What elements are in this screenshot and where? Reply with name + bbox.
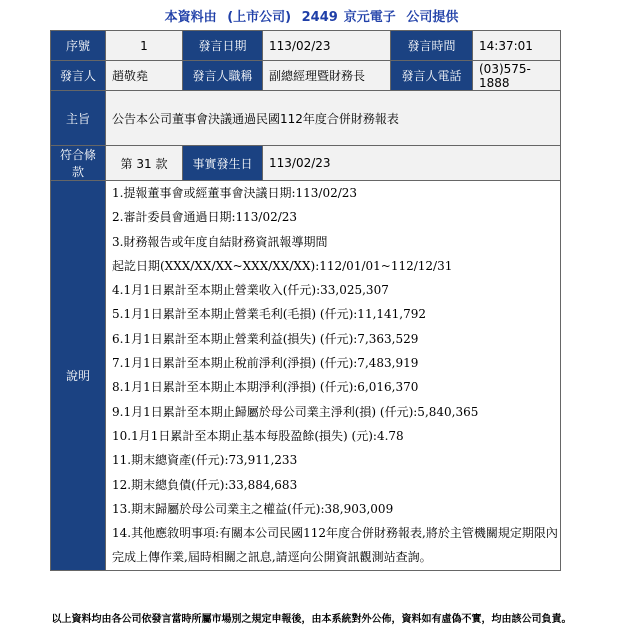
fact-date-label: 事實發生日 [183,146,263,181]
seq-label: 序號 [51,31,106,61]
time-value: 14:37:01 [473,31,561,61]
description-line: 1.提報董事會或經董事會決議日期:113/02/23 [112,186,358,200]
seq-value: 1 [106,31,183,61]
disclaimer-footer: 以上資料均由各公司依發言當時所屬市場別之規定申報後，由本系統對外公佈，資料如有虛偽不實，均由該公司負責。 [51,614,572,625]
speaker-phone-label: 發言人電話 [391,61,473,91]
description-line: 3.財務報告或年度自結財務資訊報導期間 [112,234,328,249]
speaker-title-value: 副總經理暨財務長 [263,61,391,91]
description-line: 11.期末總資產(仟元):73,911,233 [112,453,298,468]
header-company-name: 京元電子 [343,10,396,25]
table-row [51,31,561,61]
description-line: 5.1月1日累計至本期止營業毛利(毛損) (仟元):11,141,792 [112,307,427,322]
description-line: 7.1月1日累計至本期止稅前淨利(淨損) (仟元):7,483,919 [112,356,419,371]
table-row [51,181,561,571]
time-label: 發言時間 [391,31,473,61]
description-line: 6.1月1日累計至本期止營業利益(損失) (仟元):7,363,529 [112,331,419,346]
subject-label: 主旨 [51,91,106,146]
table-row [51,91,561,146]
date-label: 發言日期 [183,31,263,61]
description-line: 完成上傳作業,屆時相關之訊息,請逕向公開資訊觀測站查詢。 [112,550,432,565]
description-line: 4.1月1日累計至本期止營業收入(仟元):33,025,307 [112,283,389,298]
header-company-code: 2449 [301,10,338,25]
description-line: 8.1月1日累計至本期止本期淨利(淨損) (仟元):6,016,370 [112,380,419,395]
header-company-type: (上市公司) [227,10,292,25]
table-row [51,146,561,181]
subject-value: 公告本公司董事會決議通過民國112年度合併財務報表 [106,91,561,146]
speaker-value: 趙敬堯 [106,61,183,91]
speaker-label: 發言人 [51,61,106,91]
table-row [51,61,561,91]
description-line: 14.其他應敘明事項:有關本公司民國112年度合併財務報表,將於主管機關規定期限內 [112,526,558,541]
header-prefix: 本資料由 [164,10,217,25]
announcement-table [50,30,561,571]
description-label: 說明 [51,181,106,571]
clause-label: 符合條款 [51,146,106,181]
page-header [0,6,623,25]
fact-date-value: 113/02/23 [263,146,561,181]
description-line: 2.審計委員會通過日期:113/02/23 [112,210,298,225]
description-line: 9.1月1日累計至本期止歸屬於母公司業主淨利(損) (仟元):5,840,365 [112,404,479,419]
clause-value: 第 31 款 [106,146,183,181]
description-line: 10.1月1日累計至本期止基本每股盈餘(損失) (元):4.78 [112,428,404,443]
description-line: 起訖日期(XXX/XX/XX~XXX/XX/XX):112/01/01~112/12/31 [112,258,453,273]
header-suffix: 公司提供 [406,10,459,25]
speaker-title-label: 發言人職稱 [183,61,263,91]
speaker-phone-value: (03)575-1888 [473,61,561,91]
date-value: 113/02/23 [263,31,391,61]
description-line: 13.期末歸屬於母公司業主之權益(仟元):38,903,009 [112,501,394,516]
description-body [106,181,561,571]
description-line: 12.期末總負債(仟元):33,884,683 [112,477,298,492]
